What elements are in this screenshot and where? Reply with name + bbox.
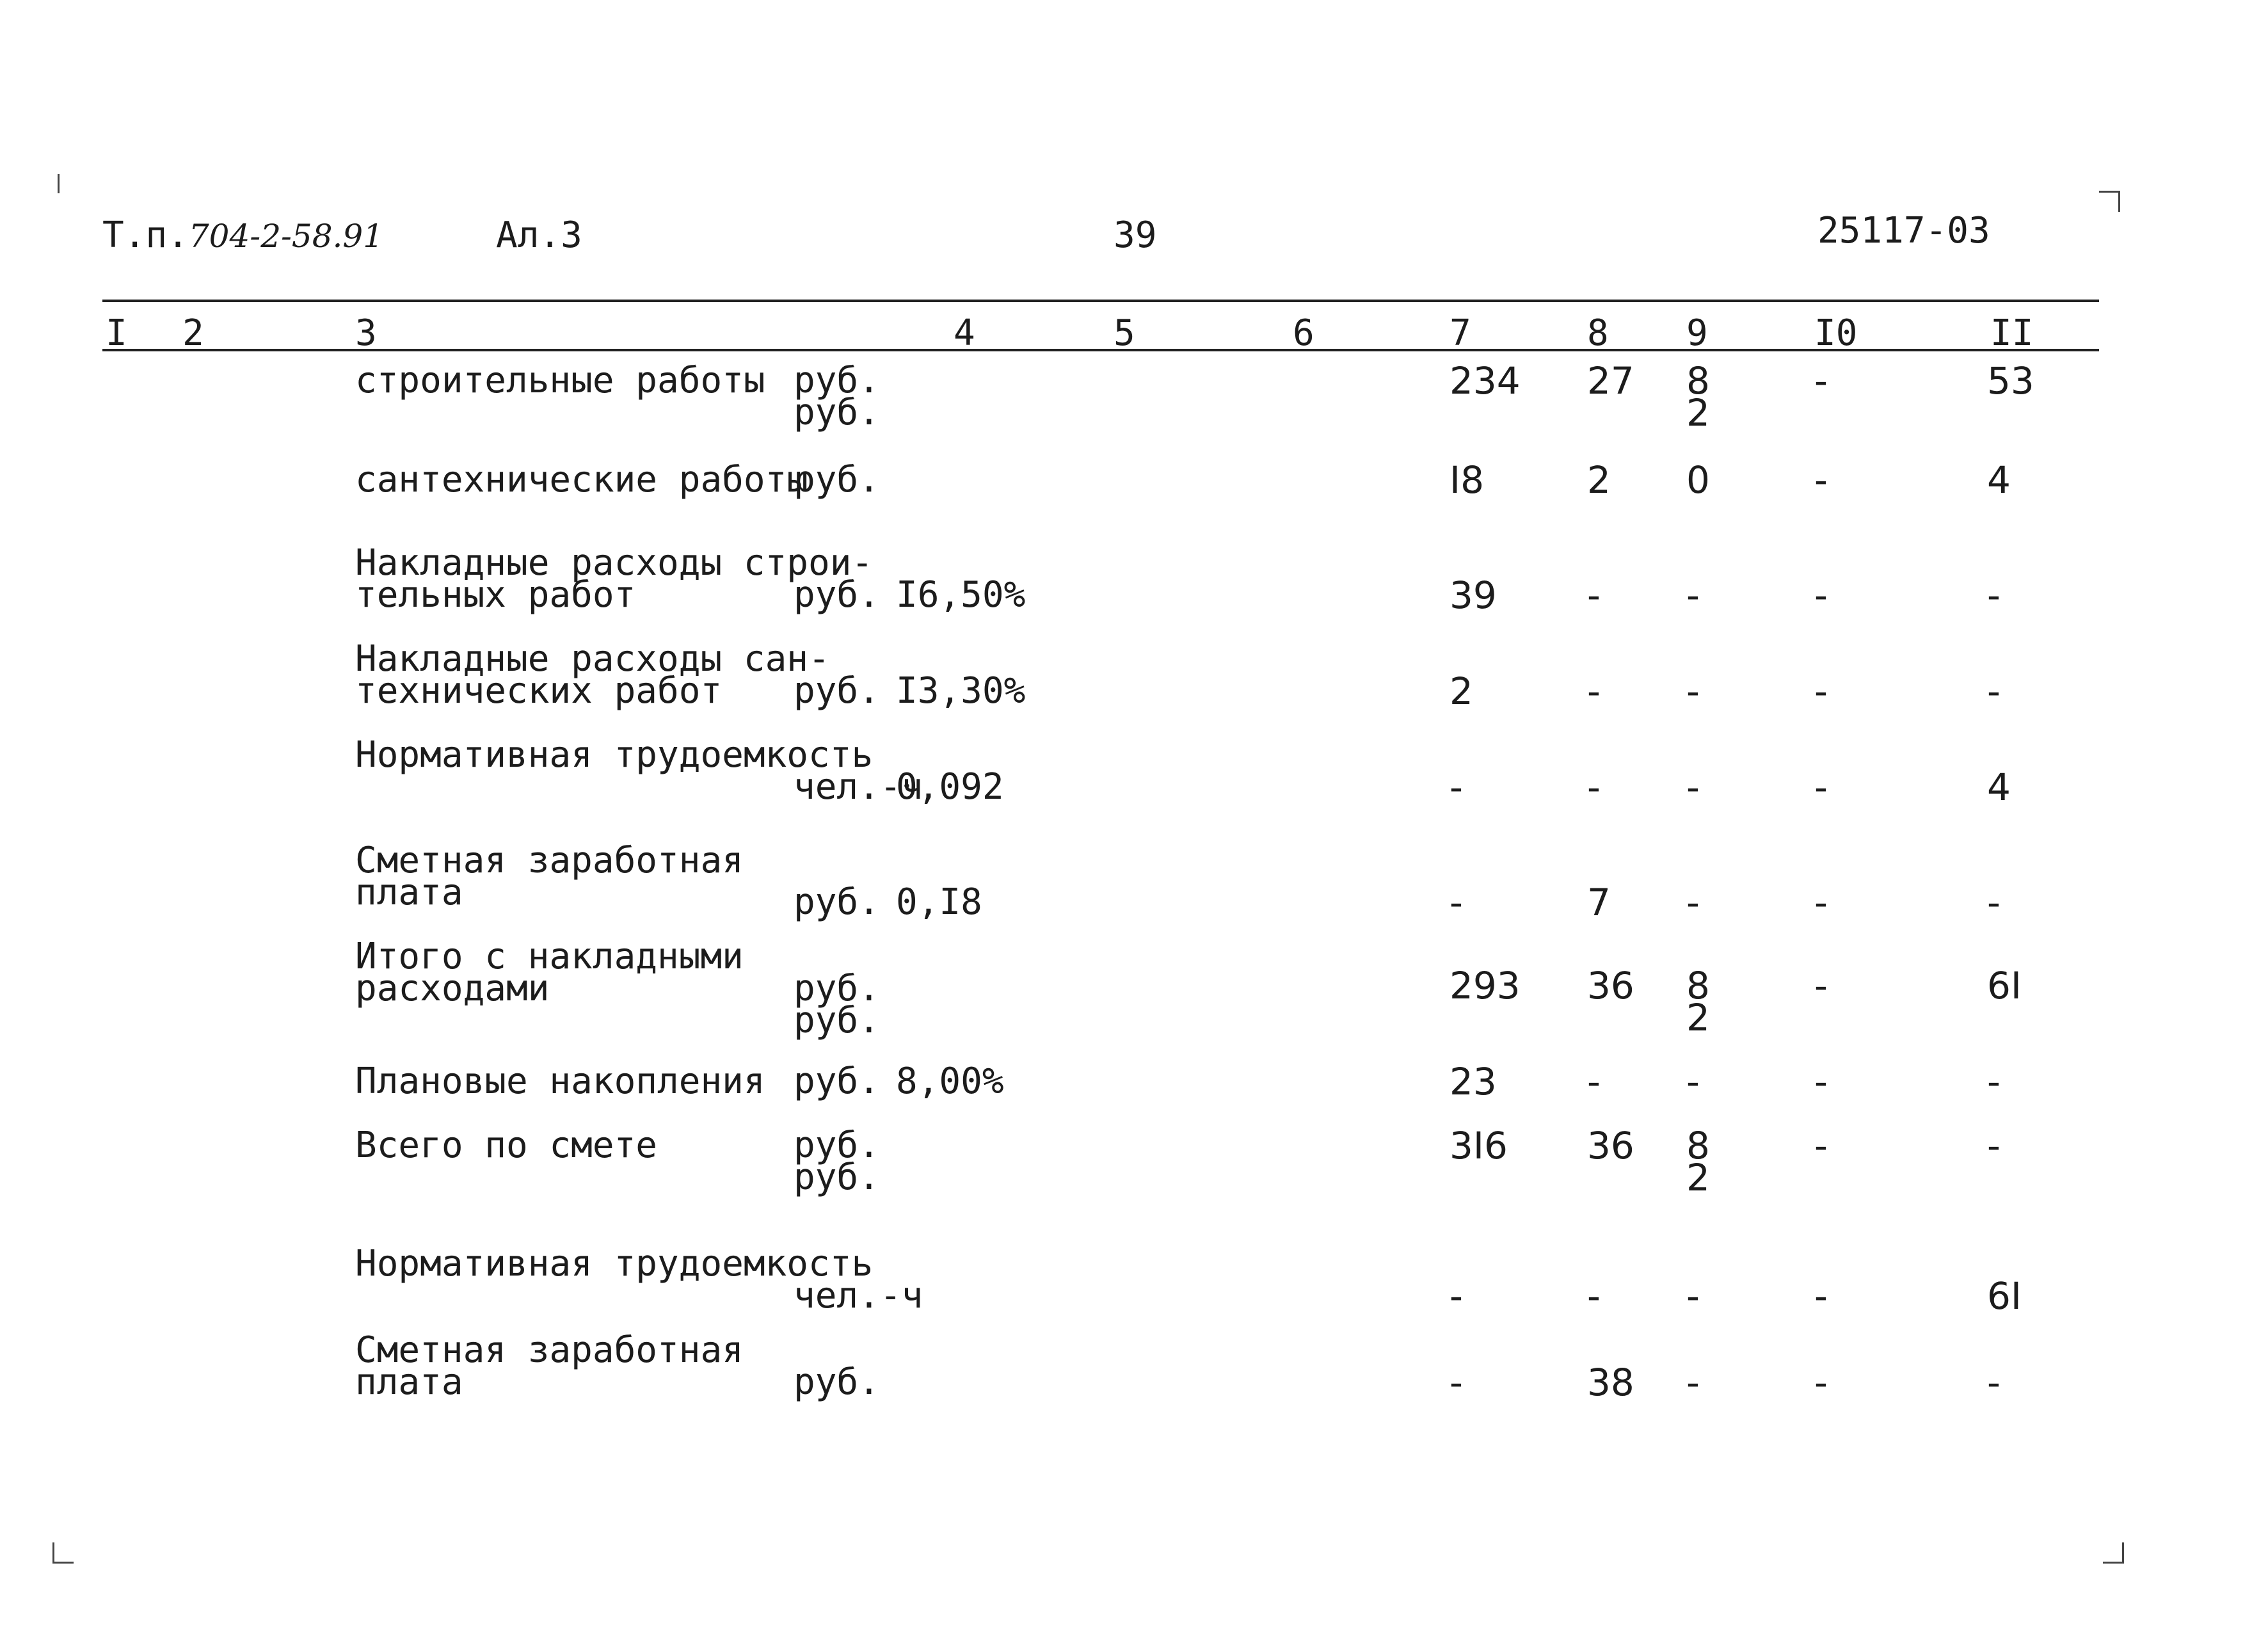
cell-col-9: - — [1686, 1274, 1700, 1318]
row-label: Итого с накладными — [355, 936, 744, 977]
column-header: 2 — [182, 312, 204, 354]
cell-col-8: - — [1587, 669, 1601, 713]
cell-col-7: - — [1449, 1274, 1463, 1318]
row-label: Нормативная трудоемкость — [355, 734, 874, 776]
table-top-rule — [102, 300, 2099, 302]
cell-col-7: - — [1449, 881, 1463, 924]
cell-col-9: 8 — [1686, 964, 1710, 1007]
cell-col-7: 234 — [1449, 359, 1521, 403]
rate-cell: I3,30% — [896, 670, 1026, 712]
cell-col-11: 4 — [1987, 458, 2011, 502]
unit-cell: руб. — [794, 881, 880, 923]
cell-col-10: - — [1814, 1060, 1828, 1103]
cell-col-7: I8 — [1449, 458, 1485, 502]
cell-col-11: - — [1987, 881, 2000, 924]
column-header: II — [1990, 312, 2034, 354]
cell-col-11: - — [1987, 1060, 2000, 1103]
cell-col-10: - — [1814, 669, 1828, 713]
cell-col-8: - — [1587, 573, 1601, 617]
rate-cell: 0,I8 — [896, 881, 982, 923]
cell-col-11: - — [1987, 1361, 2000, 1404]
column-header: 5 — [1114, 312, 1135, 354]
cell-col-10: - — [1814, 1124, 1828, 1167]
cell-col-11: 6I — [1987, 1274, 2022, 1318]
cell-col-11: 4 — [1987, 765, 2011, 809]
cell-col-10: - — [1814, 765, 1828, 809]
column-header: 4 — [954, 312, 975, 354]
cell-col-9: - — [1686, 1060, 1700, 1103]
corner-mark-bottom-left — [52, 1542, 74, 1564]
table-header-bottom-rule — [102, 349, 2099, 351]
cell-col-9: 2 — [1686, 996, 1710, 1039]
cell-col-8: 36 — [1587, 1124, 1634, 1167]
album-label: Ал.3 — [496, 214, 582, 256]
corner-mark-top-right — [2099, 191, 2120, 212]
cell-col-9: 2 — [1686, 1156, 1710, 1199]
cell-col-11: - — [1987, 573, 2000, 617]
cell-col-9: - — [1686, 1361, 1700, 1404]
column-header: 6 — [1293, 312, 1314, 354]
cell-col-8: - — [1587, 1060, 1601, 1103]
cell-col-10: - — [1814, 573, 1828, 617]
unit-cell: руб. — [794, 1125, 880, 1166]
unit-cell: руб. — [794, 574, 880, 616]
cell-col-9: - — [1686, 669, 1700, 713]
column-header: 3 — [355, 312, 377, 354]
unit-cell: руб. — [794, 968, 880, 1009]
cell-col-9: 0 — [1686, 458, 1710, 502]
cell-col-9: 2 — [1686, 391, 1710, 435]
cell-col-8: 27 — [1587, 359, 1634, 403]
cell-col-11: - — [1987, 669, 2000, 713]
cell-col-7: 293 — [1449, 964, 1521, 1007]
unit-cell: чел.-ч — [794, 766, 923, 808]
cell-col-10: - — [1814, 1274, 1828, 1318]
cell-col-8: 36 — [1587, 964, 1634, 1007]
row-label: расходами — [355, 968, 550, 1009]
unit-cell: руб. — [794, 1000, 880, 1041]
unit-cell: руб. — [794, 1157, 880, 1198]
column-header: 8 — [1587, 312, 1609, 354]
row-label: Сметная заработная — [355, 1329, 744, 1371]
cell-col-10: - — [1814, 881, 1828, 924]
cell-col-9: 8 — [1686, 359, 1710, 403]
rate-cell: 8,00% — [896, 1061, 1004, 1102]
cell-col-8: 2 — [1587, 458, 1611, 502]
column-header: I0 — [1814, 312, 1858, 354]
cell-col-11: 53 — [1987, 359, 2034, 403]
row-label: Нормативная трудоемкость — [355, 1243, 874, 1285]
cell-col-7: - — [1449, 765, 1463, 809]
cell-col-7: 23 — [1449, 1060, 1497, 1103]
cell-col-9: 8 — [1686, 1124, 1710, 1167]
unit-cell: чел.-ч — [794, 1275, 923, 1317]
document-header — [102, 214, 383, 256]
column-header: I — [106, 312, 127, 354]
cell-col-7: - — [1449, 1361, 1463, 1404]
page-number: 39 — [1114, 214, 1157, 256]
row-label: Сметная заработная — [355, 840, 744, 881]
cell-col-7: 3I6 — [1449, 1124, 1508, 1167]
row-label: Накладные расходы строи- — [355, 542, 874, 584]
cell-col-11: - — [1987, 1124, 2000, 1167]
row-label: Всего по смете — [355, 1125, 658, 1166]
row-label: тельных работ — [355, 574, 636, 616]
cell-col-9: - — [1686, 765, 1700, 809]
cell-col-11: 6I — [1987, 964, 2022, 1007]
doc-prefix: Т.п. — [102, 214, 189, 256]
row-label: плата — [355, 1361, 463, 1403]
cell-col-10: - — [1814, 1361, 1828, 1404]
cell-col-10: - — [1814, 964, 1828, 1007]
cell-col-7: 2 — [1449, 669, 1473, 713]
doc-number-handwritten: 704-2-58.91 — [188, 218, 384, 255]
unit-cell: руб. — [794, 1361, 880, 1403]
cell-col-10: - — [1814, 359, 1828, 403]
cell-col-9: - — [1686, 881, 1700, 924]
cell-col-8: - — [1587, 1274, 1601, 1318]
unit-cell: руб. — [794, 459, 880, 500]
cell-col-7: 39 — [1449, 573, 1497, 617]
row-label: строительные работы — [355, 360, 765, 401]
cell-col-8: 7 — [1587, 881, 1611, 924]
row-label: Накладные расходы сан- — [355, 638, 830, 680]
row-label: сантехнические работы — [355, 459, 809, 500]
cell-col-8: 38 — [1587, 1361, 1634, 1404]
cell-col-8: - — [1587, 765, 1601, 809]
unit-cell: руб. — [794, 360, 880, 401]
unit-cell: руб. — [794, 1061, 880, 1102]
corner-mark-bottom-right — [2103, 1542, 2124, 1564]
row-label: плата — [355, 872, 463, 913]
cell-col-9: - — [1686, 573, 1700, 617]
corner-mark-top-left — [58, 174, 60, 193]
unit-cell: руб. — [794, 670, 880, 712]
row-label: технических работ — [355, 670, 723, 712]
cell-col-10: - — [1814, 458, 1828, 502]
column-header: 9 — [1686, 312, 1708, 354]
rate-cell: 0,092 — [896, 766, 1004, 808]
column-header: 7 — [1449, 312, 1471, 354]
row-label: Плановые накопления — [355, 1061, 765, 1102]
document-code: 25117-03 — [1817, 210, 1990, 252]
rate-cell: I6,50% — [896, 574, 1026, 616]
unit-cell: руб. — [794, 392, 880, 433]
